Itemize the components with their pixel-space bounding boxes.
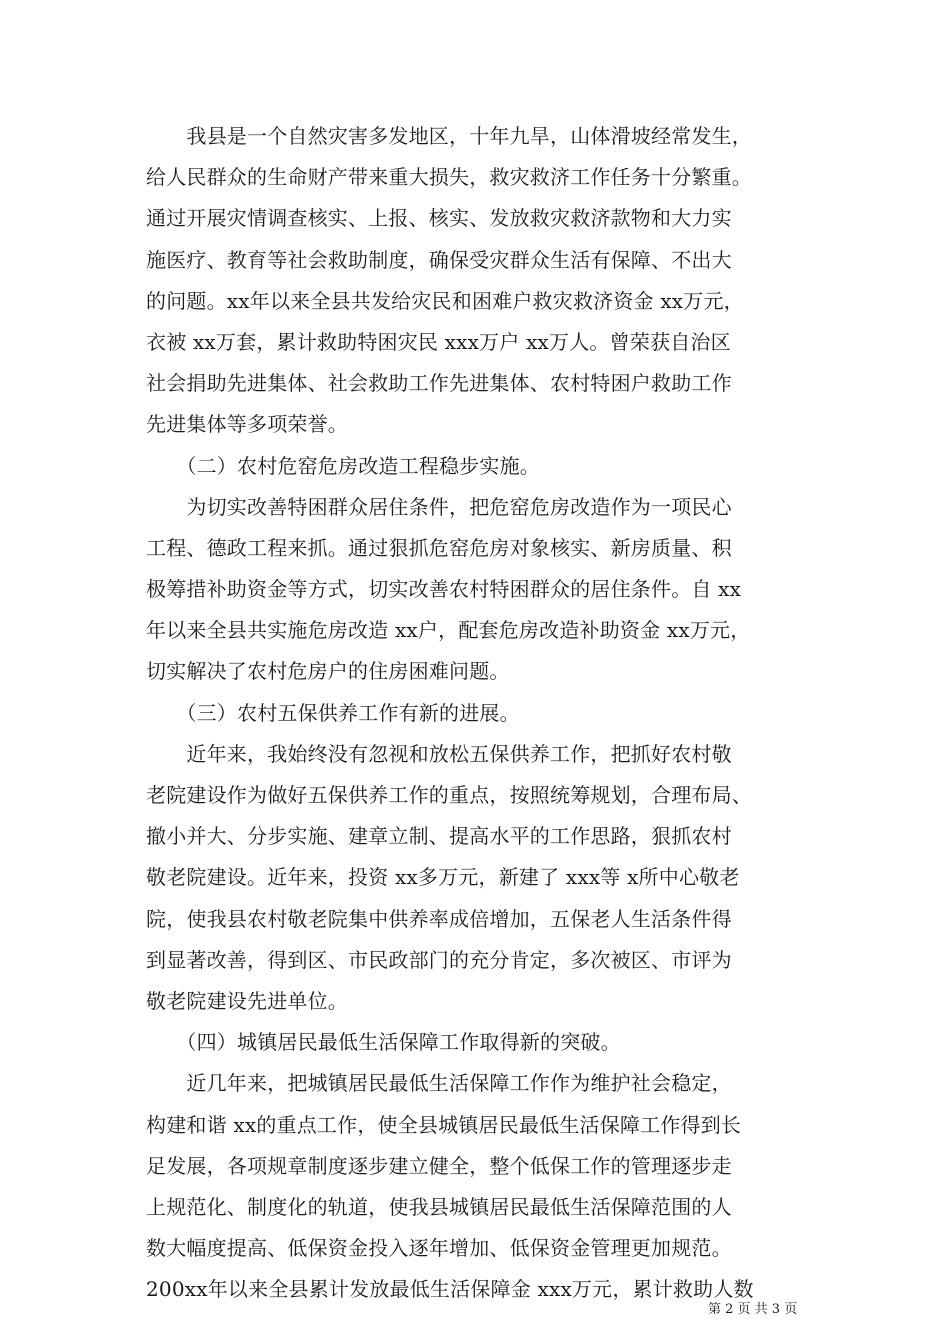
text-line: 年以来全县共实施危房改造 xx户，配套危房改造补助资金 xx万元， — [146, 618, 751, 643]
text-line: 为切实改善特困群众居住条件，把危窑危房改造作为一项民心 — [146, 494, 732, 519]
text-line: 极筹措补助资金等方式，切实改善农村特困群众的居住条件。自 xx — [146, 577, 742, 602]
text-line: 通过开展灾情调查核实、上报、核实、发放救灾救济款物和大力实 — [146, 206, 732, 231]
text-line: 切实解决了农村危房户的住房困难问题。 — [146, 659, 510, 684]
text-line: 敬老院建设。近年来，投资 xx多万元，新建了 xxx等 x所中心敬老 — [146, 865, 740, 890]
text-line: 先进集体等多项荣誉。 — [146, 412, 348, 437]
section-heading: （四）城镇居民最低生活保障工作取得新的突破。 — [146, 1030, 621, 1055]
text-line: 近年来，我始终没有忽视和放松五保供养工作，把抓好农村敬 — [146, 741, 732, 766]
text-line: 数大幅度提高、低保资金投入逐年增加、低保资金管理更加规范。 — [146, 1236, 732, 1261]
text-line: 的问题。xx年以来全县共发给灾民和困难户救灾救济资金 xx万元， — [146, 288, 744, 313]
text-line: 院，使我县农村敬老院集中供养率成倍增加，五保老人生活条件得 — [146, 906, 732, 931]
text-line: 衣被 xx万套，累计救助特困灾民 xxx万户 xx万人。曾荣获自治区 — [146, 329, 731, 354]
document-body — [146, 116, 826, 1310]
section-heading: （三）农村五保供养工作有新的进展。 — [146, 700, 520, 725]
text-line: 上规范化、制度化的轨道，使我县城镇居民最低生活保障范围的人 — [146, 1194, 732, 1219]
text-line: 工程、德政工程来抓。通过狠抓危窑危房对象核实、新房质量、积 — [146, 535, 732, 560]
text-line: 200xx年以来全县累计发放最低生活保障金 xxx万元，累计救助人数 — [146, 1277, 754, 1302]
text-line: 构建和谐 xx的重点工作，使全县城镇居民最低生活保障工作得到长 — [146, 1112, 742, 1137]
text-line: 足发展，各项规章制度逐步建立健全，整个低保工作的管理逐步走 — [146, 1153, 732, 1178]
text-line: 我县是一个自然灾害多发地区，十年九旱，山体滑坡经常发生， — [146, 124, 752, 148]
text-line: 撤小并大、分步实施、建章立制、提高水平的工作思路，狠抓农村 — [146, 824, 732, 849]
text-line: 敬老院建设先进单位。 — [146, 988, 348, 1013]
text-line: 社会捐助先进集体、社会救助工作先进集体、农村特困户救助工作 — [146, 371, 732, 396]
text-line: 近几年来，把城镇居民最低生活保障工作作为维护社会稳定， — [146, 1071, 732, 1096]
text-line: 老院建设作为做好五保供养工作的重点，按照统筹规划，合理布局、 — [146, 783, 752, 807]
text-line: 施医疗、教育等社会救助制度，确保受灾群众生活有保障、不出大 — [146, 247, 732, 272]
page-number-footer: 第 2 页 共 3 页 — [708, 1302, 798, 1317]
text-line: 到显著改善，得到区、市民政部门的充分肯定，多次被区、市评为 — [146, 947, 732, 972]
section-heading: （二）农村危窑危房改造工程稳步实施。 — [146, 453, 540, 478]
text-line: 给人民群众的生命财产带来重大损失，救灾救济工作任务十分繁重。 — [146, 165, 752, 190]
